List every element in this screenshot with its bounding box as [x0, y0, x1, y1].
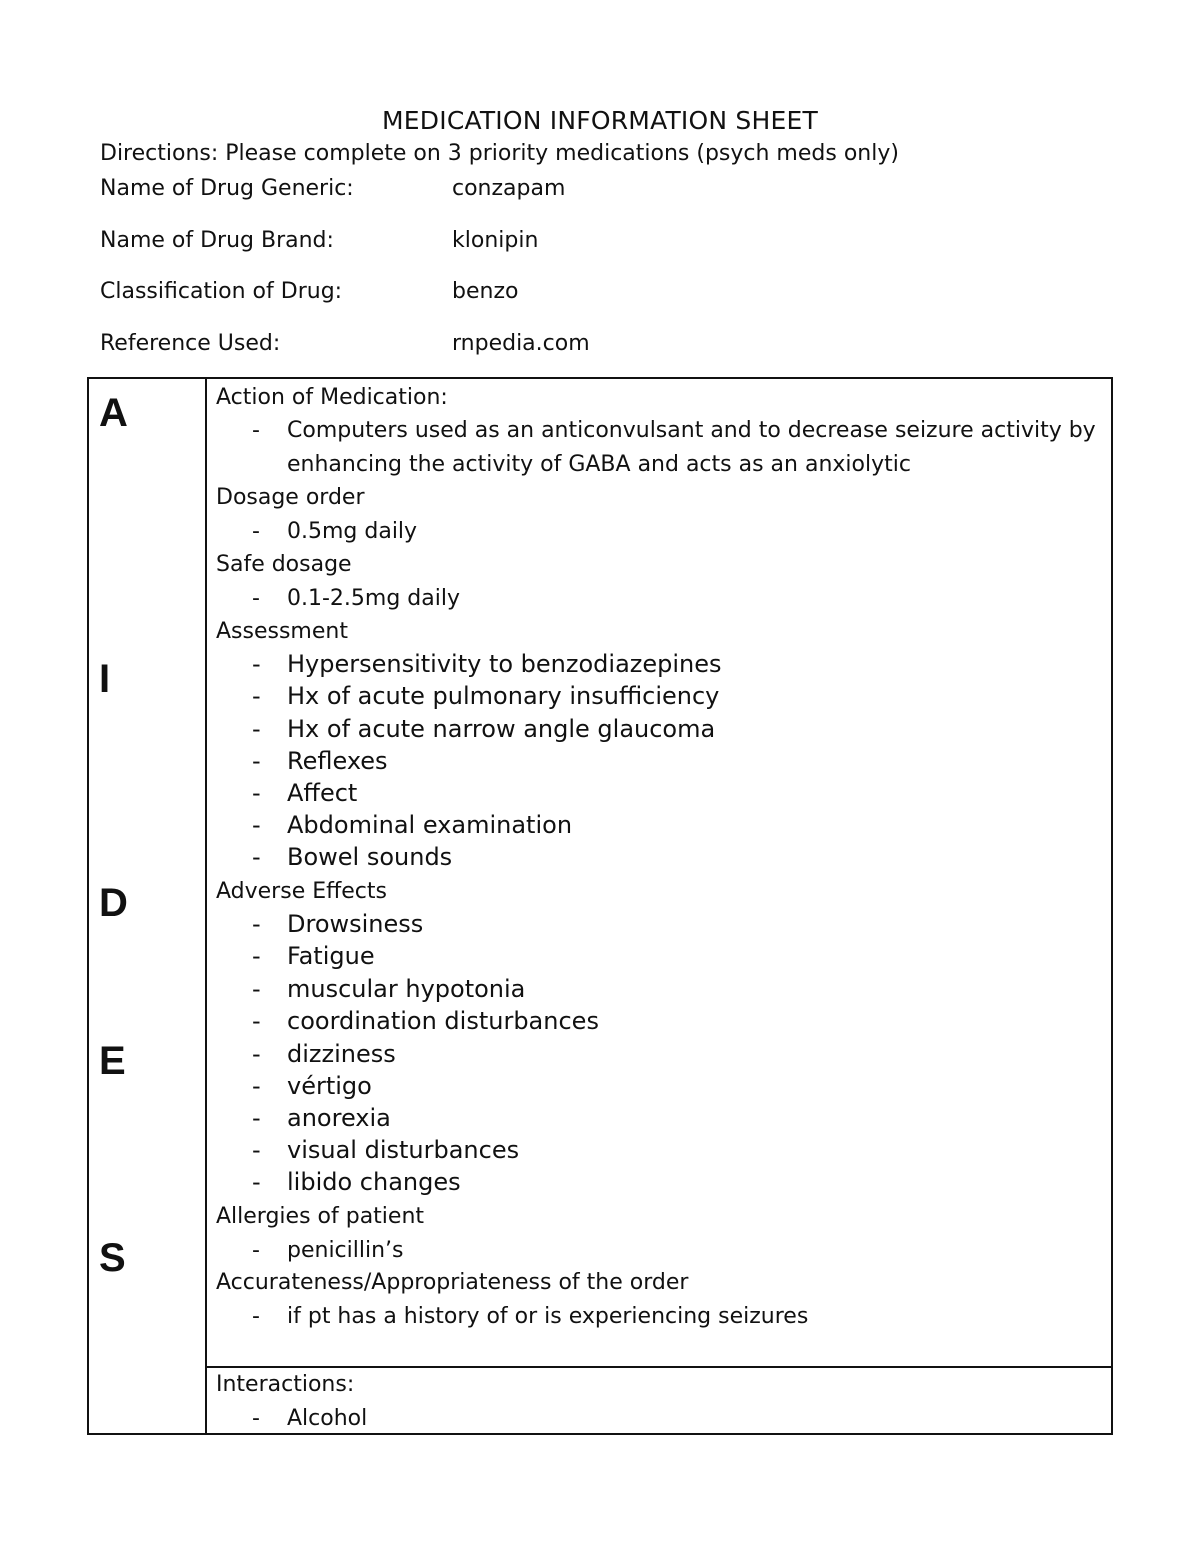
adverse-effect-item: libido changes	[287, 1168, 461, 1196]
bullet-dash: -	[252, 1168, 261, 1196]
dosage-order-heading: Dosage order	[216, 485, 365, 510]
bullet-dash: -	[252, 1304, 260, 1329]
assessment-item: Bowel sounds	[287, 843, 453, 871]
directions-text: Directions: Please complete on 3 priority medications (psych meds only)	[100, 141, 899, 166]
aides-letter-i: I	[99, 657, 111, 701]
bullet-dash: -	[252, 1136, 261, 1164]
bullet-dash: -	[252, 650, 261, 678]
bullet-dash: -	[252, 1238, 260, 1263]
adverse-effect-item: coordination disturbances	[287, 1007, 599, 1035]
action-line-2: enhancing the activity of GABA and acts as an anxiolytic	[287, 452, 911, 477]
adverse-effect-item: anorexia	[287, 1104, 391, 1132]
assessment-item: Abdominal examination	[287, 811, 573, 839]
bullet-dash: -	[252, 942, 261, 970]
interactions-row-divider	[206, 1366, 1111, 1368]
aides-letter-e: E	[99, 1039, 126, 1083]
aides-letter-a: A	[99, 391, 128, 435]
bullet-dash: -	[252, 715, 261, 743]
aides-letter-d: D	[99, 881, 128, 925]
bullet-dash: -	[252, 811, 261, 839]
reference-label: Reference Used:	[100, 331, 281, 356]
bullet-dash: -	[252, 843, 261, 871]
adverse-effect-item: Fatigue	[287, 942, 375, 970]
safe-dosage-item: 0.1-2.5mg daily	[287, 586, 460, 611]
adverse-effects-heading: Adverse Effects	[216, 879, 387, 904]
assessment-item: Affect	[287, 779, 358, 807]
bullet-dash: -	[252, 1104, 261, 1132]
accurateness-heading: Accurateness/Appropriateness of the order	[216, 1270, 689, 1295]
adverse-effect-item: Drowsiness	[287, 910, 424, 938]
bullet-dash: -	[252, 1007, 261, 1035]
accurateness-item: if pt has a history of or is experiencing seizures	[287, 1304, 809, 1329]
classification-value: benzo	[452, 279, 519, 304]
bullet-dash: -	[252, 747, 261, 775]
brand-name-value: klonipin	[452, 228, 539, 253]
bullet-dash: -	[252, 1406, 260, 1431]
allergies-heading: Allergies of patient	[216, 1204, 425, 1229]
bullet-dash: -	[252, 586, 260, 611]
reference-value: rnpedia.com	[452, 331, 590, 356]
brand-name-label: Name of Drug Brand:	[100, 228, 334, 253]
interaction-item: Alcohol	[287, 1406, 368, 1431]
assessment-item: Hypersensitivity to benzodiazepines	[287, 650, 722, 678]
page-title: MEDICATION INFORMATION SHEET	[382, 106, 818, 135]
bullet-dash: -	[252, 682, 261, 710]
allergy-item: penicillin’s	[287, 1238, 404, 1263]
bullet-dash: -	[252, 1072, 261, 1100]
table-column-divider	[205, 379, 207, 1433]
bullet-dash: -	[252, 418, 260, 443]
bullet-dash: -	[252, 519, 260, 544]
dosage-order-item: 0.5mg daily	[287, 519, 418, 544]
assessment-item: Reflexes	[287, 747, 388, 775]
bullet-dash: -	[252, 1040, 261, 1068]
interactions-heading: Interactions:	[216, 1372, 355, 1397]
adverse-effect-item: muscular hypotonia	[287, 975, 526, 1003]
generic-name-label: Name of Drug Generic:	[100, 176, 354, 201]
adverse-effect-item: vértigo	[287, 1072, 372, 1100]
bullet-dash: -	[252, 779, 261, 807]
action-heading: Action of Medication:	[216, 385, 448, 410]
generic-name-value: conzapam	[452, 176, 566, 201]
aides-letter-s: S	[99, 1236, 126, 1280]
assessment-heading: Assessment	[216, 619, 348, 644]
bullet-dash: -	[252, 910, 261, 938]
adverse-effect-item: visual disturbances	[287, 1136, 520, 1164]
bullet-dash: -	[252, 975, 261, 1003]
assessment-item: Hx of acute pulmonary insufficiency	[287, 682, 720, 710]
action-line-1: Computers used as an anticonvulsant and to decrease seizure activity by	[287, 418, 1096, 443]
classification-label: Classification of Drug:	[100, 279, 343, 304]
safe-dosage-heading: Safe dosage	[216, 552, 352, 577]
adverse-effect-item: dizziness	[287, 1040, 396, 1068]
assessment-item: Hx of acute narrow angle glaucoma	[287, 715, 716, 743]
